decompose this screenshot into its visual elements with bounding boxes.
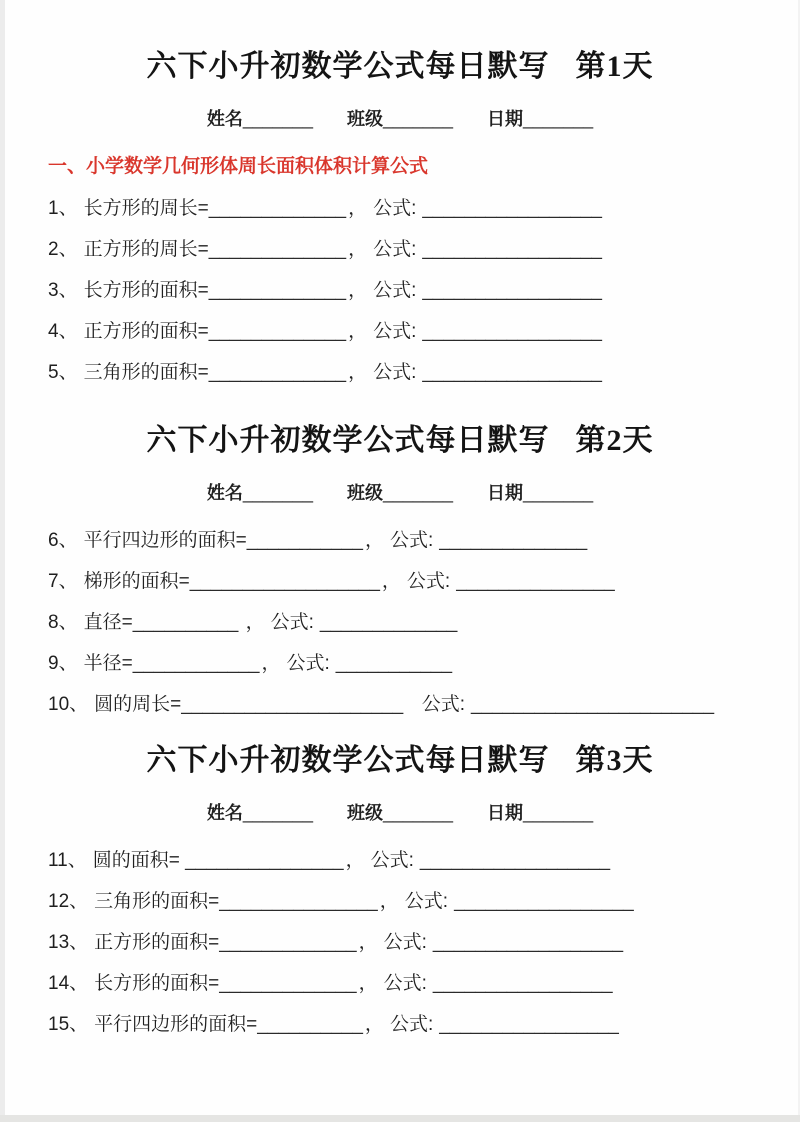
question-row bbox=[48, 1014, 752, 1036]
answer-blank-line: _______________ bbox=[185, 850, 344, 871]
question-number: 5、 bbox=[48, 362, 78, 383]
separator-comma: ， bbox=[348, 321, 368, 342]
formula-label: 公式: bbox=[373, 239, 417, 260]
formula-label: 公式: bbox=[370, 850, 414, 871]
formula-blank-line: _______________________ bbox=[471, 694, 715, 715]
separator-comma: ， bbox=[364, 530, 384, 551]
separator-comma: ， bbox=[348, 239, 368, 260]
field-blank-line: _______ bbox=[382, 109, 454, 129]
formula-blank-line: _________________ bbox=[454, 891, 634, 912]
question-number: 15、 bbox=[48, 1014, 89, 1035]
page-edge-left bbox=[0, 0, 5, 1122]
question-row bbox=[48, 321, 752, 343]
formula-blank-line: _________________ bbox=[422, 198, 602, 219]
header-field-2 bbox=[487, 482, 593, 504]
field-label: 班级 bbox=[346, 803, 383, 823]
formula-blank-line: _________________ bbox=[432, 973, 613, 994]
separator-comma: ， bbox=[348, 280, 368, 301]
formula-label: 公式: bbox=[373, 198, 417, 219]
formula-label: 公式: bbox=[383, 932, 427, 953]
question-label: 三角形的面积= bbox=[94, 891, 220, 912]
field-blank-line: _______ bbox=[523, 483, 594, 503]
answer-blank-line: _____________ bbox=[219, 973, 357, 994]
separator-comma: ， bbox=[240, 612, 265, 633]
question-number: 1、 bbox=[48, 198, 78, 219]
answer-blank-line: _____________ bbox=[219, 932, 357, 953]
formula-label: 公式: bbox=[373, 321, 417, 342]
formula-label: 公式: bbox=[373, 280, 417, 301]
field-blank-line: _______ bbox=[242, 803, 313, 823]
separator-comma: ， bbox=[381, 571, 401, 592]
field-label: 日期 bbox=[487, 483, 524, 503]
separator-comma: ， bbox=[261, 653, 281, 674]
header-field-0 bbox=[207, 108, 313, 130]
question-row bbox=[48, 653, 752, 675]
question-rows bbox=[48, 530, 752, 716]
question-label: 平行四边形的面积= bbox=[94, 1014, 258, 1035]
question-label: 梯形的面积= bbox=[83, 571, 190, 592]
header-fields-row bbox=[48, 802, 752, 824]
question-number: 6、 bbox=[48, 530, 78, 551]
question-label: 圆的周长= bbox=[94, 694, 182, 715]
question-rows bbox=[48, 850, 752, 1036]
question-label: 长方形的周长= bbox=[83, 198, 209, 219]
red-section-heading: 一、小学数学几何形体周长面积体积计算公式 bbox=[48, 156, 429, 177]
formula-label: 公式: bbox=[389, 530, 434, 551]
answer-blank-line: ___________ bbox=[246, 530, 363, 551]
field-label: 班级 bbox=[346, 483, 383, 503]
answer-blank-line: __________ bbox=[257, 1014, 363, 1035]
question-row bbox=[48, 973, 752, 995]
question-rows bbox=[48, 198, 752, 384]
formula-label: 公式: bbox=[404, 891, 449, 912]
question-number: 12、 bbox=[48, 891, 89, 912]
formula-blank-line: _____________ bbox=[319, 612, 458, 633]
formula-label: 公式: bbox=[421, 694, 465, 715]
question-number: 9、 bbox=[48, 653, 78, 674]
separator-comma: ， bbox=[348, 198, 368, 219]
section-title-text: 六下小升初数学公式每日默写 bbox=[146, 424, 550, 457]
formula-blank-line: __________________ bbox=[419, 850, 611, 871]
field-label: 姓名 bbox=[206, 483, 243, 503]
question-number: 10、 bbox=[48, 694, 89, 715]
section-title-text: 六下小升初数学公式每日默写 bbox=[146, 744, 550, 777]
field-blank-line: _______ bbox=[242, 483, 313, 503]
formula-blank-line: __________________ bbox=[432, 932, 624, 953]
page-edge-bottom bbox=[0, 1115, 800, 1122]
field-label: 姓名 bbox=[206, 803, 243, 823]
question-label: 长方形的面积= bbox=[83, 280, 209, 301]
question-number: 7、 bbox=[48, 571, 78, 592]
section-title-day: 第1天 bbox=[575, 50, 654, 83]
section-title bbox=[48, 50, 752, 84]
field-blank-line: _______ bbox=[523, 803, 594, 823]
formula-blank-line: _________________ bbox=[422, 321, 602, 342]
separator-comma: ， bbox=[345, 850, 365, 871]
answer-blank-line: __________ bbox=[132, 612, 239, 633]
question-row bbox=[48, 891, 752, 913]
formula-blank-line: ___________ bbox=[335, 653, 453, 674]
answer-blank-line: _____________ bbox=[208, 239, 347, 260]
question-label: 平行四边形的面积= bbox=[83, 530, 247, 551]
header-fields-row bbox=[48, 482, 752, 504]
field-label: 日期 bbox=[487, 109, 524, 129]
field-label: 日期 bbox=[487, 803, 524, 823]
answer-blank-line: _____________ bbox=[208, 362, 347, 383]
question-row bbox=[48, 530, 752, 552]
section-title-day: 第2天 bbox=[575, 424, 654, 457]
question-label: 直径= bbox=[83, 612, 133, 633]
question-label: 半径= bbox=[83, 653, 133, 674]
formula-blank-line: _________________ bbox=[439, 1014, 619, 1035]
question-label: 正方形的面积= bbox=[94, 932, 220, 953]
answer-blank-line: _______________ bbox=[219, 891, 378, 912]
header-field-2 bbox=[487, 108, 593, 130]
question-label: 长方形的面积= bbox=[94, 973, 220, 994]
header-field-0 bbox=[207, 802, 313, 824]
answer-blank-line: _____________ bbox=[208, 321, 347, 342]
separator-comma bbox=[405, 694, 416, 715]
header-fields-row bbox=[48, 108, 752, 130]
question-number: 13、 bbox=[48, 932, 89, 953]
field-label: 姓名 bbox=[206, 109, 243, 129]
question-row bbox=[48, 239, 752, 261]
answer-blank-line: __________________ bbox=[189, 571, 380, 592]
separator-comma: ， bbox=[348, 362, 368, 383]
field-label: 班级 bbox=[346, 109, 383, 129]
formula-blank-line: _________________ bbox=[422, 280, 602, 301]
header-field-1 bbox=[347, 108, 453, 130]
separator-comma: ， bbox=[358, 932, 378, 953]
worksheet-day-2 bbox=[0, 424, 800, 716]
question-label: 三角形的面积= bbox=[83, 362, 209, 383]
formula-label: 公式: bbox=[383, 973, 427, 994]
separator-comma: ， bbox=[379, 891, 399, 912]
question-number: 3、 bbox=[48, 280, 78, 301]
header-field-2 bbox=[487, 802, 593, 824]
section-title-text: 六下小升初数学公式每日默写 bbox=[146, 50, 550, 83]
question-label: 正方形的面积= bbox=[83, 321, 209, 342]
formula-blank-line: _________________ bbox=[422, 239, 602, 260]
field-blank-line: _______ bbox=[523, 109, 594, 129]
separator-comma: ， bbox=[358, 973, 378, 994]
formula-blank-line: ______________ bbox=[439, 530, 588, 551]
header-field-1 bbox=[347, 482, 453, 504]
formula-blank-line: _______________ bbox=[456, 571, 615, 592]
question-row bbox=[48, 280, 752, 302]
question-row bbox=[48, 932, 752, 954]
question-row bbox=[48, 694, 752, 716]
header-field-1 bbox=[347, 802, 453, 824]
separator-comma: ， bbox=[364, 1014, 384, 1035]
formula-label: 公式: bbox=[373, 362, 417, 383]
question-row bbox=[48, 612, 752, 634]
question-label: 圆的面积= bbox=[92, 850, 186, 871]
worksheet-day-1 bbox=[0, 0, 800, 384]
section-title-day: 第3天 bbox=[575, 744, 654, 777]
formula-label: 公式: bbox=[270, 612, 314, 633]
answer-blank-line: _____________________ bbox=[181, 694, 404, 715]
section-title bbox=[48, 744, 752, 778]
answer-blank-line: _____________ bbox=[208, 198, 347, 219]
question-number: 11、 bbox=[48, 850, 87, 871]
formula-label: 公式: bbox=[389, 1014, 434, 1035]
answer-blank-line: ____________ bbox=[132, 653, 260, 674]
question-label: 正方形的周长= bbox=[83, 239, 209, 260]
formula-blank-line: _________________ bbox=[422, 362, 602, 383]
formula-label: 公式: bbox=[286, 653, 330, 674]
answer-blank-line: _____________ bbox=[208, 280, 347, 301]
worksheet-day-3 bbox=[0, 744, 800, 1036]
field-blank-line: _______ bbox=[382, 803, 454, 823]
field-blank-line: _______ bbox=[382, 483, 454, 503]
field-blank-line: _______ bbox=[242, 109, 313, 129]
question-row bbox=[48, 850, 752, 872]
header-field-0 bbox=[207, 482, 313, 504]
question-number: 2、 bbox=[48, 239, 78, 260]
question-number: 8、 bbox=[48, 612, 78, 633]
question-row bbox=[48, 198, 752, 220]
question-row bbox=[48, 571, 752, 593]
section-title bbox=[48, 424, 752, 458]
question-number: 4、 bbox=[48, 321, 78, 342]
formula-label: 公式: bbox=[406, 571, 451, 592]
question-row bbox=[48, 362, 752, 384]
question-number: 14、 bbox=[48, 973, 89, 994]
